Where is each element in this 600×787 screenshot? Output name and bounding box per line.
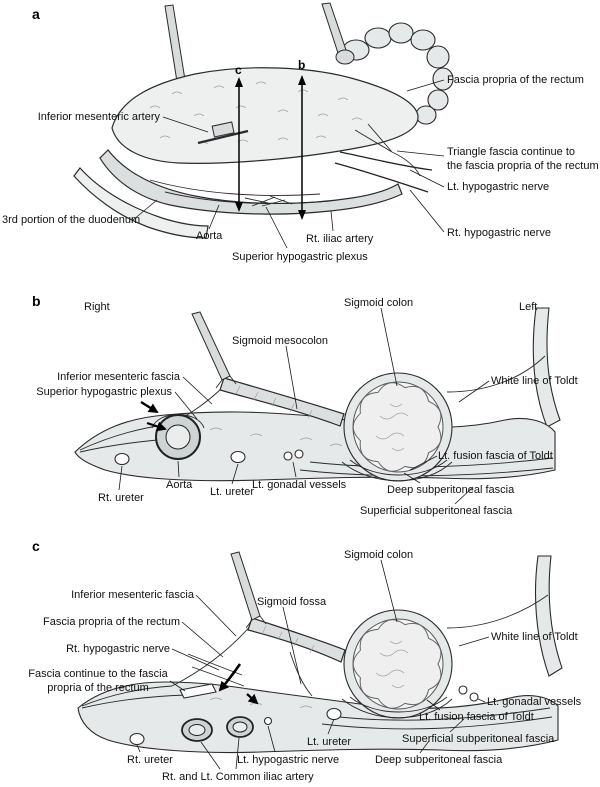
retractor <box>322 3 354 64</box>
label-rt-lt-common-iliac-artery: Rt. and Lt. Common iliac artery <box>162 771 314 783</box>
sigmoid-fossa-shape <box>290 652 312 696</box>
label-rt-ureter-c: Rt. ureter <box>127 754 173 766</box>
label-fascia-continue-line1: Fascia continue to the fascia <box>28 668 168 680</box>
label-aorta-b: Aorta <box>166 479 193 491</box>
label-triangle-fascia <box>447 146 600 174</box>
lt-hypogastric-nerve-shape <box>340 152 432 170</box>
section-line-label-c: c <box>235 63 242 77</box>
label-triangle-fascia-line2: the fascia propria of the rectum <box>447 159 599 172</box>
label-fascia-propria-rectum-a: Fascia propria of the rectum <box>447 74 584 86</box>
label-lt-ureter-b: Lt. ureter <box>210 486 255 498</box>
rt-ureter-shape <box>115 454 129 465</box>
label-duodenum-3rd-portion: 3rd portion of the duodenum <box>2 214 141 226</box>
panel-a-illustration <box>74 3 453 248</box>
label-fascia-continue <box>26 668 170 696</box>
white-line-of-toldt-shape <box>447 595 548 628</box>
abdominal-wall-shape <box>536 556 562 676</box>
lt-ureter-shape <box>327 709 341 720</box>
sigmoid-colon-cross-section <box>344 373 452 481</box>
label-aorta-a: Aorta <box>196 230 223 242</box>
label-sigmoid-colon-c: Sigmoid colon <box>344 549 414 561</box>
label-rt-hypogastric-nerve-c: Rt. hypogastric nerve <box>66 643 170 655</box>
label-lt-fusion-fascia-of-toldt-c: Lt. fusion fascia of Toldt <box>419 711 534 723</box>
label-deep-subperitoneal-fascia-c: Deep subperitoneal fascia <box>375 754 503 766</box>
label-superior-hypogastric-plexus-b: Superior hypogastric plexus <box>36 386 172 398</box>
label-white-line-of-toldt-b: White line of Toldt <box>491 375 578 387</box>
label-rt-hypogastric-nerve-a: Rt. hypogastric nerve <box>447 227 551 239</box>
section-line-label-b: b <box>298 58 306 72</box>
label-side-right: Right <box>84 301 110 313</box>
label-lt-hypogastric-nerve-a: Lt. hypogastric nerve <box>447 181 550 193</box>
retractor <box>231 552 266 628</box>
label-superficial-subperitoneal-fascia-b: Superficial subperitoneal fascia <box>360 505 513 517</box>
inferior-mesenteric-fascia-shape <box>172 624 252 686</box>
abdominal-wall-shape <box>533 308 560 427</box>
panel-b-marker: b <box>32 293 41 309</box>
label-inferior-mesenteric-fascia-b: Inferior mesenteric fascia <box>57 371 180 383</box>
sigmoid-mesocolon-shape <box>248 618 345 662</box>
label-deep-subperitoneal-fascia-b: Deep subperitoneal fascia <box>387 484 515 496</box>
label-white-line-of-toldt-c: White line of Toldt <box>491 631 578 643</box>
label-inferior-mesenteric-artery: Inferior mesenteric artery <box>37 111 160 123</box>
label-inferior-mesenteric-fascia-c: Inferior mesenteric fascia <box>71 589 194 601</box>
label-fascia-propria-rectum-c: Fascia propria of the rectum <box>43 616 180 628</box>
label-sigmoid-fossa: Sigmoid fossa <box>257 596 327 608</box>
label-superior-hypogastric-plexus-a: Superior hypogastric plexus <box>232 251 368 263</box>
label-triangle-fascia-line1: Triangle fascia continue to <box>447 146 575 158</box>
lt-ureter-shape <box>231 452 245 463</box>
label-fascia-continue-line2: propria of the rectum <box>47 681 149 694</box>
label-lt-fusion-fascia-of-toldt-b: Lt. fusion fascia of Toldt <box>438 450 553 462</box>
retractor <box>192 312 236 388</box>
label-lt-hypogastric-nerve-c: Lt. hypogastric nerve <box>237 754 340 766</box>
label-lt-ureter-c: Lt. ureter <box>307 736 352 748</box>
label-rt-ureter-b: Rt. ureter <box>98 492 144 504</box>
panel-a-marker: a <box>32 6 40 22</box>
label-lt-gonadal-vessels-c: Lt. gonadal vessels <box>487 696 582 708</box>
rt-ureter-shape <box>130 734 144 745</box>
lt-gonadal-vessels-shape <box>459 686 478 701</box>
label-lt-gonadal-vessels-b: Lt. gonadal vessels <box>252 479 347 491</box>
label-superficial-subperitoneal-fascia-c: Superficial subperitoneal fascia <box>402 733 555 745</box>
panel-c-marker: c <box>32 538 40 554</box>
label-sigmoid-mesocolon: Sigmoid mesocolon <box>232 335 328 347</box>
aorta-cross-section <box>156 415 200 459</box>
lt-hypogastric-nerve-shape <box>265 718 272 725</box>
retroperitoneum-band <box>75 412 555 481</box>
label-sigmoid-colon-b: Sigmoid colon <box>344 297 414 309</box>
label-rt-iliac-artery: Rt. iliac artery <box>306 233 374 245</box>
label-side-left: Left <box>519 301 538 313</box>
